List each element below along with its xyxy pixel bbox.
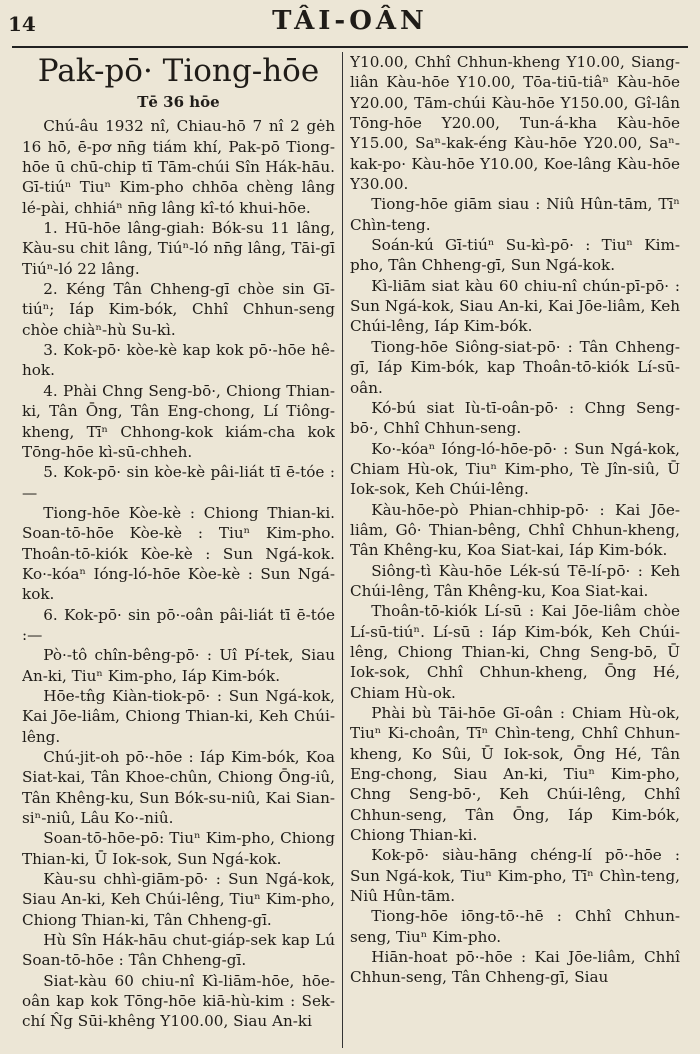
paragraph: Chú-jit-oh pō·-hōe : Iáp Kim-bók, Koa Siat-kai, Tân Khoe-chûn, Chiong Ōng-iû, Tân Khêng-ku, Sun Bók-su-niû, Kai Sian-siⁿ-niû, Lâu Ko·-niû.	[22, 748, 335, 828]
paragraph: Tiong-hōe Kòe-kè : Chiong Thian-ki. Soan-tō-hōe Kòe-kè : Tiuⁿ Kim-pho. Thoân-tō-kiók Kòe-kè : Sun Ngá-kok. Ko·-kóaⁿ Ióng-ló-hōe Kòe-kè : Sun Ngá-kok.	[22, 503, 335, 604]
paragraph: Hiān-hoat pō·-hōe : Kai Jōe-liâm, Chhî Chhun-seng, Tân Chheng-gī, Siau	[350, 948, 680, 987]
paragraph: 2. Kéng Tân Chheng-gī chòe sin Gī-tiúⁿ; Iáp Kim-bók, Chhî Chhun-seng chòe chiàⁿ-hù Su-kì.	[22, 280, 335, 339]
column-divider	[342, 52, 343, 1048]
paragraph: Soán-kú Gī-tiúⁿ Su-kì-pō· : Tiuⁿ Kim-pho, Tân Chheng-gī, Sun Ngá-kok.	[350, 236, 680, 275]
running-title: TÂI-OÂN	[272, 6, 428, 36]
paragraph: Tiong-hōe iōng-tō·-hē : Chhî Chhun-seng, Tiuⁿ Kim-pho.	[350, 907, 680, 946]
paragraph: Kì-liām siat kàu 60 chiu-nî chún-pī-pō· : Sun Ngá-kok, Siau An-ki, Kai Jōe-liâm, Keh Chúi-lêng, Iáp Kim-bók.	[350, 276, 680, 336]
paragraph: Kó-bú siat Iù-tī-oân-pō· : Chng Seng-bō·, Chhî Chhun-seng.	[350, 398, 680, 438]
article-title: Pak-pō· Tiong-hōe	[37, 53, 320, 89]
paragraph: Kok-pō· siàu-hāng chéng-lí pō·-hōe : Sun Ngá-kok, Tiuⁿ Kim-pho, Tīⁿ Chìn-teng, Niû Hûn-tām.	[350, 846, 680, 906]
paragraph: Ko·-kóaⁿ Ióng-ló-hōe-pō· : Sun Ngá-kok, Chiam Hù-ok, Tiuⁿ Kim-pho, Tè Jîn-siû, Ū Iok-sok, Keh Chúi-lêng.	[350, 439, 680, 499]
paragraph: 6. Kok-pō· sin pō·-oân pâi-liát tī ē-tóe :—	[22, 605, 335, 644]
paragraph: Tiong-hōe giām siau : Niû Hûn-tām, Tīⁿ Chìn-teng.	[350, 195, 680, 234]
paragraph: Siat-kàu 60 chiu-nî Kì-liām-hōe, hōe-oân kap kok Tōng-hōe kiā-hù-kim : Sek-chí N̂g Sūi-khêng Y100.00, Siau An-ki	[22, 971, 335, 1031]
paragraph: Thoân-tō-kiók Lí-sū : Kai Jōe-liâm chòe Lí-sū-tiúⁿ. Lí-sū : Iáp Kim-bók, Keh Chúi-lêng, Chiong Thian-ki, Chng Seng-bō, Ū Iok-sok, Chhî Chhun-kheng, Ōng Hé, Chiam Hù-ok.	[350, 602, 680, 702]
paragraph: Pò·-tô chîn-bêng-pō· : Uî Pí-tek, Siau An-ki, Tiuⁿ Kim-pho, Iáp Kim-bók.	[22, 646, 335, 685]
header-rule	[12, 46, 688, 48]
paragraph: Hù Sîn Hák-hāu chut-giáp-sek kap Lú Soan-tō-hōe : Tân Chheng-gī.	[22, 931, 335, 970]
paragraph: 3. Kok-pō· kòe-kè kap kok pō·-hōe hê-hok.	[22, 341, 335, 380]
paragraph: Kàu-su chhì-giām-pō· : Sun Ngá-kok, Siau An-ki, Keh Chúi-lêng, Tiuⁿ Kim-pho, Chiong Thian-ki, Tân Chheng-gī.	[22, 870, 335, 929]
left-column-body	[22, 116, 335, 1031]
paragraph: 5. Kok-pō· sin kòe-kè pâi-liát tī ē-tóe :—	[22, 463, 335, 502]
page-header	[0, 0, 700, 44]
paragraph: Soan-tō-hōe-pō: Tiuⁿ Kim-pho, Chiong Thian-ki, Ū Iok-sok, Sun Ngá-kok.	[22, 829, 335, 868]
paragraph: Siông-tì Kàu-hōe Lék-sú Tē-lí-pō· : Keh Chúi-lêng, Tân Khêng-ku, Koa Siat-kai.	[350, 561, 680, 600]
paragraph: 4. Phài Chng Seng-bō·, Chiong Thian-ki, Tân Ōng, Tân Eng-chong, Lí Tiông-kheng, Tīⁿ Chhong-kok kiám-cha kok Tōng-hōe kì-sū-chheh.	[22, 381, 335, 461]
left-column	[22, 52, 335, 1050]
paragraph: Hōe-tn̂g Kiàn-tiok-pō· : Sun Ngá-kok, Kai Jōe-liâm, Chiong Thian-ki, Keh Chúi-lêng.	[22, 686, 335, 746]
right-column-body	[350, 52, 680, 988]
paragraph: Kàu-hōe-pò Phian-chhip-pō· : Kai Jōe-liâm, Gô· Thian-bêng, Chhî Chhun-kheng, Tân Khêng-ku, Koa Siat-kai, Iáp Kim-bók.	[350, 500, 680, 560]
right-column	[350, 52, 680, 1050]
paragraph: Tiong-hōe Siông-siat-pō· : Tân Chheng-gī, Iáp Kim-bók, kap Thoân-tō-kiók Lí-sū-oân.	[350, 337, 680, 397]
paragraph: Chú-âu 1932 nî, Chiau-hō 7 nî 2 gėh 16 hō, ē-pơ nn̄g tiám khí, Pak-pō Tiong-hōe ū chū-chip tī Tām-chúi Sîn Hák-hāu. Gī-tiúⁿ Tiuⁿ Kim-pho chhōa chèng lâng lé-pài, chhiáⁿ nn̄g lâng kî-tó khui-hōe.	[22, 117, 335, 217]
paragraph: 1. Hū-hōe lâng-giah: Bók-su 11 lâng, Kàu-su chit lâng, Tiúⁿ-ló nn̄g lâng, Tāi-gī Tiúⁿ-ló 22 lâng.	[22, 219, 335, 278]
article-subtitle: Tē 36 hōe	[137, 93, 220, 111]
paragraph: Y10.00, Chhî Chhun-kheng Y10.00, Siang-liân Kàu-hōe Y10.00, Tōa-tiū-tiâⁿ Kàu-hōe Y20.00, Tām-chúi Kàu-hōe Y150.00, Gî-lân Tōng-hōe Y20.00, Tun-á-kha Kàu-hōe Y15.00, Saⁿ-kak-éng Kàu-hōe Y20.00, Saⁿ-kak-po· Kàu-hōe Y10.00, Koe-lâng Kàu-hōe Y30.00.	[350, 53, 680, 194]
page-number: 14	[8, 12, 36, 36]
paragraph: Phài bù Tāi-hōe Gī-oân : Chiam Hù-ok, Tiuⁿ Ki-choân, Tīⁿ Chìn-teng, Chhî Chhun-kheng, Ko Sûi, Ū Iok-sok, Ōng Hé, Tân Eng-chong, Siau An-ki, Tiuⁿ Kim-pho, Chng Seng-bō·, Keh Chúi-lêng, Chhî Chhun-seng, Tân Ōng, Iáp Kim-bók, Chiong Thian-ki.	[350, 704, 680, 845]
